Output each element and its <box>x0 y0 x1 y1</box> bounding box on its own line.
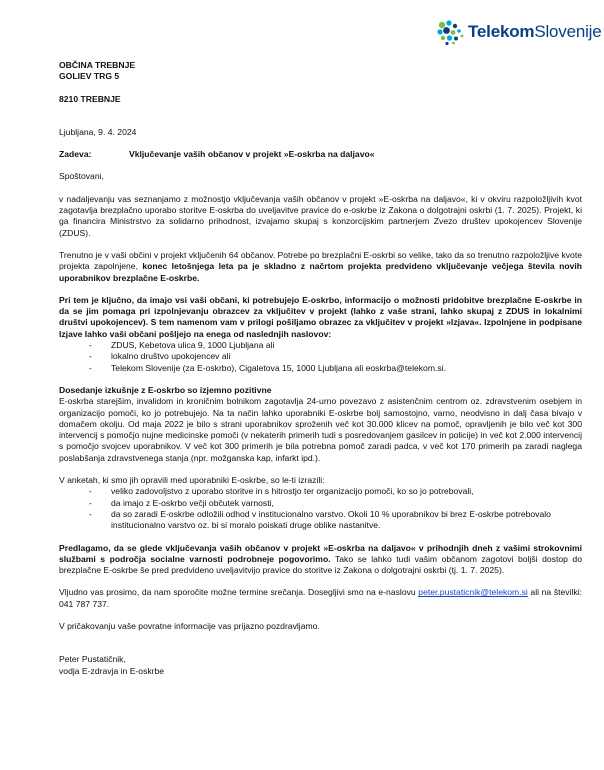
paragraph-survey-intro: V anketah, ki smo jih opravili med uporabniki E-oskrbe, so le-ti izrazili: <box>59 475 325 486</box>
paragraph-current-status <box>59 250 582 284</box>
address-item: - ZDUS, Kebetova ulica 9, 1000 Ljubljana ali <box>89 340 582 351</box>
signature-role: vodja E-zdravja in E-oskrbe <box>59 665 165 676</box>
letter-body <box>59 60 582 677</box>
address-list <box>59 340 582 374</box>
subject-label: Zadeva: <box>59 149 92 160</box>
subject-text: Vključevanje vaših občanov v projekt »E-oskrba na daljavo« <box>129 149 375 160</box>
recipient-line-1: OBČINA TREBNJE <box>59 60 136 70</box>
paragraph-current-status-emphasis: konec letošnjega leta pa je skladno z načrtom projekta predvideno vključevanje večjega števila novih uporabnikov brezplačne E-oskrbe. <box>59 261 582 283</box>
paragraph-intro: v nadaljevanju vas seznanjamo z možnostjo vključevanja vaših občanov v projekt »E-oskrba na daljavo«, ki v okviru razpoložljivih kvot zagotavlja brezplačno uporabo storitve E-oskrba do uveljavitve pravice do e-oskrbe iz Zakona o dolgotrajni oskrbi (1. 7. 2025). Projekt, ki ga financira Ministrstvo za solidarno prihodnost, izvajamo skupaj s konzorcijskim partnerjem Zvezo društev upokojencev Slovenije (ZDUS). <box>59 193 582 238</box>
address-item: - Telekom Slovenije (za E-oskrbo), Cigaletova 15, 1000 Ljubljana ali eoskrba@telekom.si. <box>89 363 582 374</box>
date-line: Ljubljana, 9. 4. 2024 <box>59 126 137 137</box>
paragraph-experience: E-oskrba starejšim, invalidom in kroničnim bolnikom zagotavlja 24-urno povezavo z asistenčnim centrom oz. zdravstvenim osebjem in organizacijo pomoči, ko jo potrebujejo. Na ta način lahko uporabniki E-oskrbe bolj samostojno, varno, neodvisno in dalj časa bivajo v domačem okolju. Od maja 2022 je bilo s strani uporabnikov sproženih več kot 30.000 klicev na pomoč, opravljenih je bilo več kot 300 intervencij s pomočjo nujne medicinske pomoči (v nekaterih primerih tudi s posredovanjem gasilcev in policije) in več kot 2.000 intervencij s pomočjo svojcev uporabnikov. V več kot 300 primerih je bila potrebna pomoč zaradi padca, v več kot 170 primerih pa zaradi naglega poslabšanja zdravstvenega stanja (npr. možganska kap, infarkt ipd.). <box>59 396 582 463</box>
paragraph-contact <box>59 587 582 610</box>
brand-name-regular: Slovenije <box>534 22 602 41</box>
brand-wordmark <box>468 22 602 42</box>
brand-name-bold: Telekom <box>468 22 535 41</box>
paragraph-closing: V pričakovanju vaše povratne informacije vas prijazno pozdravljamo. <box>59 620 320 631</box>
survey-list <box>59 486 582 531</box>
recipient-line-3: 8210 TREBNJE <box>59 93 121 104</box>
contact-email-link[interactable]: peter.pustaticnik@telekom.si <box>418 587 528 598</box>
address-item: - lokalno društvo upokojencev ali <box>89 351 582 362</box>
section-heading: Dosedanje izkušnje z E-oskrbo so izjemno pozitivne <box>59 384 272 395</box>
paragraph-current-status-text: Trenutno je v vaši občini v projekt vključenih 64 občanov. Potrebe po brezplačni E-oskrbi so velike, tako da so trenutno razpoložljive kvote projekta zapolnjene, <box>59 249 582 272</box>
signature-name: Peter Pustatičnik, <box>59 654 126 665</box>
paragraph-contact-start: Vljudno vas prosimo, da nam sporočite možne termine srečanja. Dosegljivi smo na e-naslovu <box>59 587 419 598</box>
subject-line <box>59 149 582 160</box>
salutation: Spoštovani, <box>59 171 104 182</box>
paragraph-contact-end: ali na številki: 041 787 737. <box>59 587 582 609</box>
paragraph-proposal-emphasis: Predlagamo, da se glede vključevanja vaših občanov v projekt »E-oskrba na daljavo« v prihodnjih dneh z vašimi strokovnimi službami s področja socialne varnosti podrobneje pogovorimo. <box>59 542 582 564</box>
brand-logo <box>434 18 602 46</box>
telekom-dots-logo-icon <box>434 18 466 46</box>
survey-item: - veliko zadovoljstvo z uporabo storitve in s hitrostjo ter organizacijo pomoči, ko so jo potrebovali, <box>89 486 582 497</box>
recipient-line-2: GOLIEV TRG 5 <box>59 71 120 82</box>
survey-item: - da so zaradi E-oskrbe odložili odhod v institucionalno varstvo. Okoli 10 % uporabnikov bi brez E-oskrbe potrebovalo institucionalno varstvo oz. bi si moralo poiskati druge oblike nastanitve. <box>89 509 582 532</box>
paragraph-proposal <box>59 543 582 577</box>
survey-item: - da imajo z E-oskrbo večji občutek varnosti, <box>89 498 582 509</box>
paragraph-proposal-text: Tako se lahko tudi vašim občanom zagotovi boljši dostop do brezplačne E-oskrbe še pred predvideno uveljavitvijo pravice do storitve iz Zakona o dolgotrajni oskrbi (tj. 1. 7. 2025). <box>59 553 582 576</box>
paragraph-key-request: Pri tem je ključno, da imajo vsi vaši občani, ki potrebujejo E-oskrbo, informacijo o možnosti pridobitve brezplačne E-oskrbe in da se jim pomaga pri izpolnjevanju obrazcev za vključitev v projekt (lahko z vaše strani, lahko skupaj z ZDUS in lokalnimi društvi upokojencev). S tem namenom vam v prilogi pošiljamo obrazec za vključitev v projekt »Izjava«. Izpolnjene in podpisane Izjave lahko vaši občani pošljejo na enega od naslednjih naslovov: <box>59 294 582 339</box>
